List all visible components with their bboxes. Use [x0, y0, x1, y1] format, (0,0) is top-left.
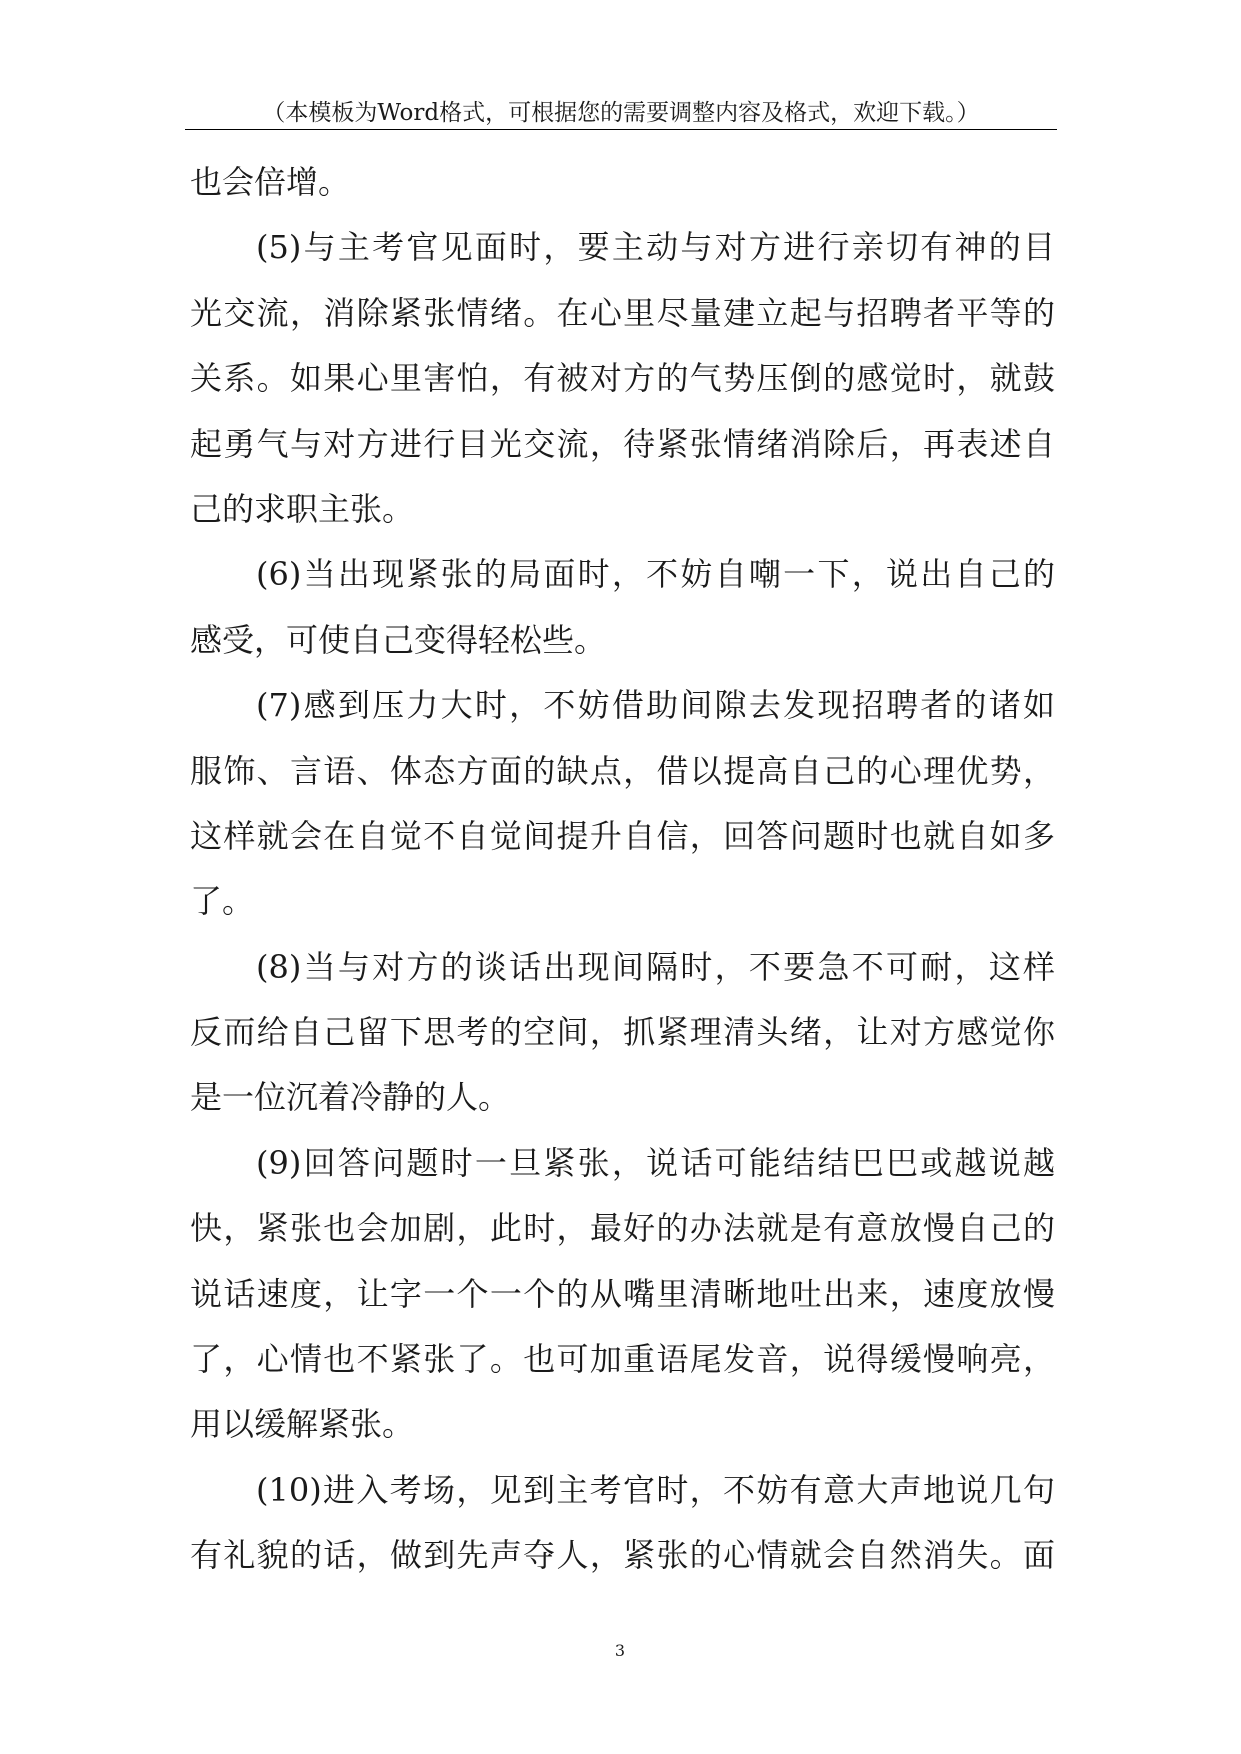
text-line: (7)感到压力大时，不妨借助间隙去发现招聘者的诸如 [256, 686, 1055, 725]
header-rule [185, 129, 1057, 130]
text-line: 服饰、言语、体态方面的缺点，借以提高自己的心理优势， [190, 751, 1055, 790]
document-body [190, 150, 1055, 1589]
text-line: (8)当与对方的谈话出现间隔时，不要急不可耐，这样 [256, 947, 1055, 986]
text-line: (10)进入考场，见到主考官时，不妨有意大声地说几句 [256, 1470, 1055, 1509]
page-number: 3 [614, 1641, 626, 1660]
text-line: 了。 [190, 882, 255, 921]
paragraph [190, 215, 1055, 542]
text-line: 也会倍增。 [190, 163, 351, 201]
text-line: (6)当出现紧张的局面时，不妨自嘲一下，说出自己的 [256, 555, 1055, 594]
text-line: 关系。如果心里害怕，有被对方的气势压倒的感觉时，就鼓 [190, 359, 1055, 398]
text-line: 是一位沉着冷静的人。 [190, 1078, 511, 1117]
paragraph [190, 150, 1055, 215]
text-line: 快，紧张也会加剧，此时，最好的办法就是有意放慢自己的 [190, 1209, 1055, 1248]
text-line: 说话速度，让字一个一个的从嘴里清晰地吐出来，速度放慢 [190, 1274, 1055, 1313]
text-line: 感受，可使自己变得轻松些。 [190, 620, 607, 659]
text-line: 用以缓解紧张。 [190, 1405, 415, 1444]
paragraph [190, 1131, 1055, 1458]
header-note: （本模板为Word格式，可根据您的需要调整内容及格式，欢迎下载。） [262, 100, 980, 126]
text-line: (9)回答问题时一旦紧张，说话可能结结巴巴或越说越 [256, 1143, 1055, 1182]
text-line: 了，心情也不紧张了。也可加重语尾发音，说得缓慢响亮， [190, 1340, 1055, 1379]
text-line: 起勇气与对方进行目光交流，待紧张情绪消除后，再表述自 [190, 424, 1055, 463]
text-line: 己的求职主张。 [190, 489, 415, 528]
text-line: 反而给自己留下思考的空间，抓紧理清头绪，让对方感觉你 [190, 1013, 1055, 1052]
text-line: 光交流，消除紧张情绪。在心里尽量建立起与招聘者平等的 [190, 293, 1055, 332]
paragraph [190, 935, 1055, 1131]
paragraph [190, 673, 1055, 935]
text-line: 这样就会在自觉不自觉间提升自信，回答问题时也就自如多 [190, 816, 1055, 855]
paragraph [190, 542, 1055, 673]
text-line: (5)与主考官见面时，要主动与对方进行亲切有神的目 [256, 228, 1055, 267]
text-line: 有礼貌的话，做到先声夺人，紧张的心情就会自然消失。面 [190, 1536, 1055, 1575]
paragraph [190, 1458, 1055, 1589]
